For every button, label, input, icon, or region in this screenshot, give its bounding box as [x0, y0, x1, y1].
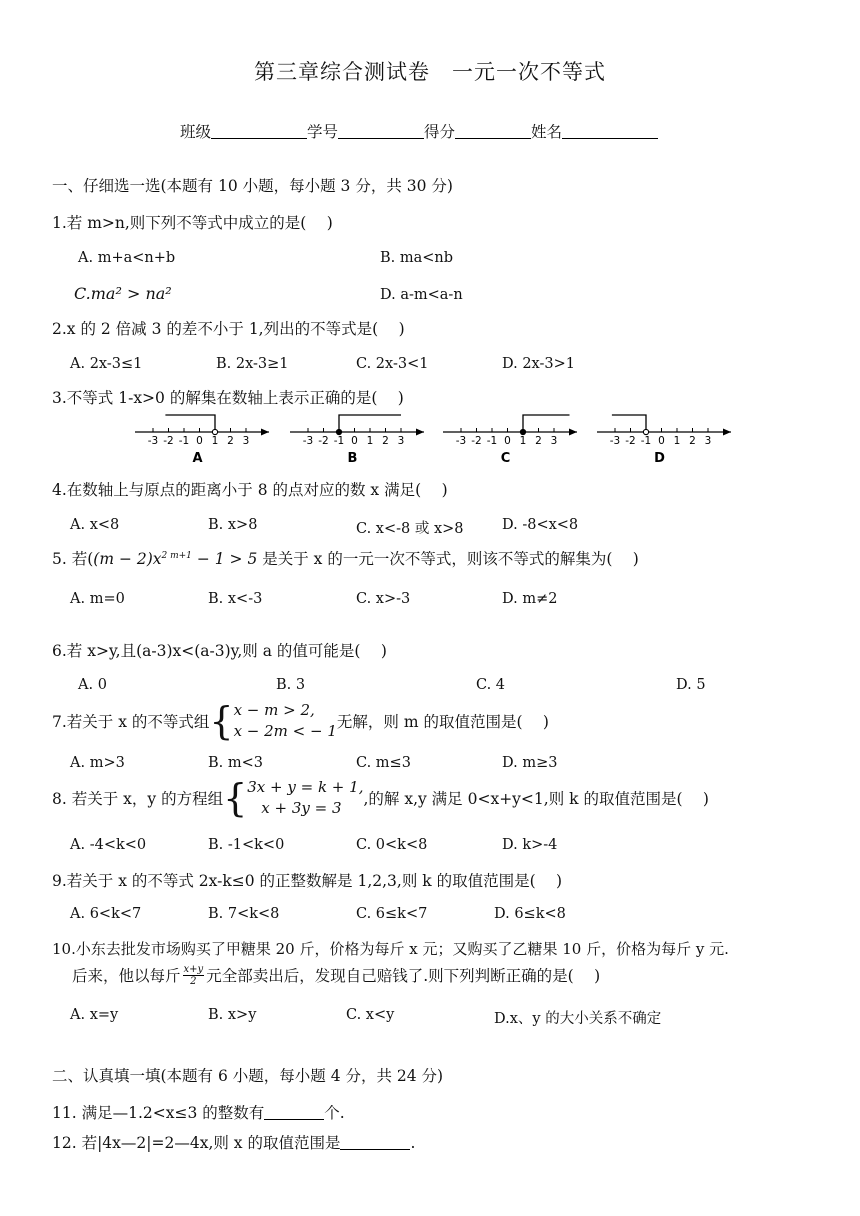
q10-fraction-denominator: 2	[190, 975, 197, 987]
tick-label: 0	[504, 435, 511, 447]
score-label: 得分	[424, 123, 456, 141]
name-label: 姓名	[531, 123, 563, 141]
q5-expr-tail: − 1 > 5	[191, 550, 258, 568]
tick-label: -2	[318, 435, 329, 447]
q8-option-d[interactable]: D. k>-4	[502, 837, 558, 853]
q7-system	[234, 700, 337, 742]
question-5-stem	[52, 547, 639, 569]
solution-bracket-A	[165, 415, 215, 432]
endpoint-dot-A	[212, 429, 217, 434]
endpoint-dot-B	[336, 429, 341, 434]
question-3-stem: 3.不等式 1-x>0 的解集在数轴上表示正确的是( )	[52, 389, 404, 407]
q5-option-a[interactable]: A. m=0	[70, 591, 125, 607]
q2-option-d[interactable]: D. 2x-3>1	[502, 356, 575, 372]
q4-option-d[interactable]: D. -8<x<8	[502, 517, 579, 533]
question-6-stem: 6.若 x>y,且(a-3)x<(a-3)y,则 a 的值可能是( )	[52, 642, 387, 660]
endpoint-dot-C	[520, 429, 525, 434]
student-info-line	[180, 120, 658, 142]
tick-label: -3	[302, 435, 314, 447]
q1-option-a[interactable]: A. m+a<n+b	[78, 250, 176, 266]
solution-bracket-D	[612, 415, 646, 432]
q7-brace: {	[209, 699, 234, 743]
tick-label: -1	[640, 435, 652, 447]
q2-option-c[interactable]: C. 2x-3<1	[356, 356, 429, 372]
question-7-stem	[52, 698, 549, 744]
q9-option-c[interactable]: C. 6≤k<7	[356, 906, 428, 922]
option-label-D: D	[654, 451, 665, 466]
tick-label: 0	[658, 435, 665, 447]
question-10-line-1: 10.小东去批发市场购买了甲糖果 20 斤，价格为每斤 x 元；又购买了乙糖果 10 斤，价格为每斤 y 元.	[52, 940, 729, 958]
q10-option-d[interactable]: D.x、y 的大小关系不确定	[494, 1011, 662, 1027]
option-label-C: C	[500, 451, 511, 466]
id-label: 学号	[307, 123, 339, 141]
q12-text-pre: 12. 若|4x—2|=2—4x,则 x 的取值范围是	[52, 1134, 341, 1152]
question-4-stem: 4.在数轴上与原点的距离小于 8 的点对应的数 x 满足( )	[52, 481, 448, 499]
number-line-arrow-C	[569, 429, 577, 436]
q1-option-c[interactable]: C.ma² > na²	[74, 284, 172, 303]
q5-expression	[93, 550, 257, 568]
question-12	[52, 1131, 415, 1153]
q11-text-post: 个.	[324, 1104, 345, 1122]
q9-option-a[interactable]: A. 6<k<7	[70, 906, 142, 922]
tick-label: -3	[609, 435, 621, 447]
tick-label: 3	[242, 435, 250, 447]
q12-text-post: .	[410, 1134, 416, 1152]
q1-option-b[interactable]: B. ma<nb	[380, 250, 454, 266]
q7-option-a[interactable]: A. m>3	[70, 755, 125, 771]
tick-label: 0	[196, 435, 203, 447]
q8-brace: {	[223, 776, 248, 820]
q8-stem-post: ,的解 x,y 满足 0<x+y<1,则 k 的取值范围是( )	[363, 790, 709, 808]
tick-label: 1	[366, 435, 374, 447]
tick-label: -2	[163, 435, 174, 447]
q6-option-d[interactable]: D. 5	[676, 677, 706, 693]
q10-option-b[interactable]: B. x>y	[208, 1007, 257, 1023]
q8-option-c[interactable]: C. 0<k<8	[356, 837, 428, 853]
q10-fraction	[183, 964, 205, 987]
question-9-stem: 9.若关于 x 的不等式 2x-k≤0 的正整数解是 1,2,3,则 k 的取值范围是( )	[52, 872, 563, 890]
q2-option-b[interactable]: B. 2x-3≥1	[216, 356, 289, 372]
q10-line2-post: 元全部卖出后，发现自己赔钱了.则下列判断正确的是( )	[206, 967, 601, 985]
endpoint-dot-D	[643, 429, 648, 434]
q1-option-d[interactable]: D. a-m<a-n	[380, 287, 463, 303]
tick-label: -3	[455, 435, 467, 447]
name-blank[interactable]	[562, 122, 658, 139]
q7-inequality-2: x − 2m < − 1	[233, 722, 337, 740]
score-blank[interactable]	[455, 122, 531, 139]
question-10-line-2	[72, 960, 600, 990]
tick-label: -3	[147, 435, 159, 447]
q7-stem-post: 无解，则 m 的取值范围是( )	[336, 713, 549, 731]
q4-option-c[interactable]: C. x<-8 或 x>8	[356, 521, 464, 537]
q8-option-b[interactable]: B. -1<k<0	[208, 837, 285, 853]
tick-label: -1	[178, 435, 190, 447]
tick-label: 2	[382, 435, 389, 447]
q9-option-d[interactable]: D. 6≤k<8	[494, 906, 566, 922]
question-11	[52, 1101, 345, 1123]
q5-exponent: 2 m+1	[161, 550, 192, 561]
tick-label: 2	[227, 435, 234, 447]
q6-option-b[interactable]: B. 3	[276, 677, 306, 693]
q7-option-d[interactable]: D. m≥3	[502, 755, 558, 771]
q5-stem-pre: 5. 若(	[52, 550, 94, 568]
q5-option-c[interactable]: C. x>-3	[356, 591, 411, 607]
q8-equation-1: 3x + y = k + 1,	[247, 778, 364, 796]
q11-answer-blank[interactable]	[264, 1103, 324, 1120]
option-label-A: A	[192, 451, 203, 466]
q5-stem-post: 是关于 x 的一元一次不等式，则该不等式的解集为( )	[257, 550, 639, 568]
option-label-B: B	[347, 451, 358, 466]
tick-label: 3	[550, 435, 558, 447]
q10-option-c[interactable]: C. x<y	[346, 1007, 395, 1023]
tick-label: -1	[333, 435, 345, 447]
tick-label: -1	[486, 435, 498, 447]
q6-option-c[interactable]: C. 4	[476, 677, 506, 693]
q6-option-a[interactable]: A. 0	[78, 677, 107, 693]
q11-text-pre: 11. 满足—1.2<x≤3 的整数有	[52, 1104, 265, 1122]
number-line-arrow-B	[416, 429, 424, 436]
tick-label: 0	[351, 435, 358, 447]
q7-stem-pre: 7.若关于 x 的不等式组	[52, 713, 210, 731]
number-line-arrow-D	[723, 429, 731, 436]
number-line-arrow-A	[261, 429, 269, 436]
tick-label: -2	[471, 435, 482, 447]
tick-label: -2	[625, 435, 636, 447]
q10-line2-pre: 后来，他以每斤	[72, 967, 181, 985]
id-blank[interactable]	[338, 122, 424, 139]
q4-option-b[interactable]: B. x>8	[208, 517, 258, 533]
q5-option-d[interactable]: D. m≠2	[502, 591, 558, 607]
q5-option-b[interactable]: B. x<-3	[208, 591, 263, 607]
q10-option-a[interactable]: A. x=y	[70, 1007, 119, 1023]
number-line-options	[125, 408, 745, 468]
tick-label: 3	[704, 435, 712, 447]
tick-label: 2	[689, 435, 696, 447]
q9-option-b[interactable]: B. 7<k<8	[208, 906, 280, 922]
q2-option-a[interactable]: A. 2x-3≤1	[70, 356, 143, 372]
q8-system	[247, 777, 363, 819]
tick-label: 1	[673, 435, 681, 447]
tick-label: 3	[397, 435, 405, 447]
question-8-stem	[52, 775, 709, 821]
q8-equation-2: x + 3y = 3	[261, 799, 342, 817]
tick-label: 1	[211, 435, 219, 447]
q12-answer-blank[interactable]	[340, 1133, 410, 1150]
q7-option-b[interactable]: B. m<3	[208, 755, 263, 771]
question-1-stem: 1.若 m>n,则下列不等式中成立的是( )	[52, 214, 333, 232]
q7-inequality-1: x − m > 2,	[233, 701, 315, 719]
q7-option-c[interactable]: C. m≤3	[356, 755, 411, 771]
q5-expr-base: (m − 2)x	[93, 550, 162, 568]
solution-bracket-C	[523, 415, 570, 432]
tick-label: 1	[519, 435, 527, 447]
tick-label: 2	[535, 435, 542, 447]
q8-stem-pre: 8. 若关于 x，y 的方程组	[52, 790, 224, 808]
question-2-stem: 2.x 的 2 倍减 3 的差不小于 1,列出的不等式是( )	[52, 320, 405, 338]
class-blank[interactable]	[211, 122, 307, 139]
q4-option-a[interactable]: A. x<8	[70, 517, 120, 533]
page-title: 第三章综合测试卷 一元一次不等式	[254, 60, 606, 84]
class-label: 班级	[180, 123, 212, 141]
q10-fraction-numerator: x+y	[183, 963, 204, 975]
section-1-heading: 一、仔细选一选(本题有 10 小题，每小题 3 分，共 30 分)	[52, 177, 453, 195]
section-2-heading: 二、认真填一填(本题有 6 小题，每小题 4 分，共 24 分)	[52, 1067, 444, 1085]
q8-option-a[interactable]: A. -4<k<0	[70, 837, 147, 853]
